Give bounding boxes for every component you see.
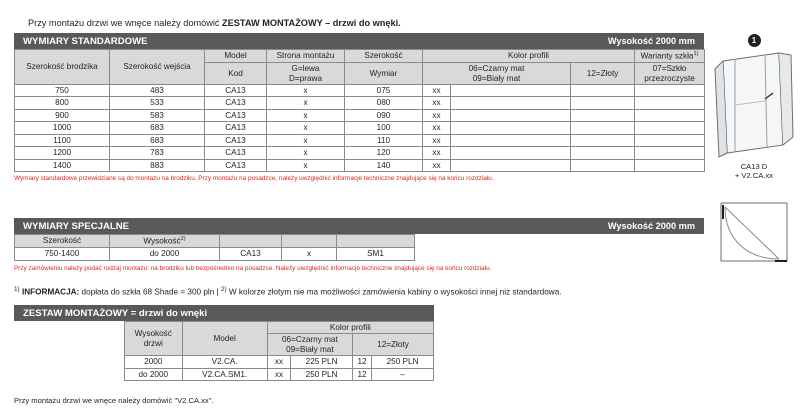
table-row xyxy=(125,356,434,368)
illustration-caption-line1: CA13 D xyxy=(740,162,768,171)
cell-blank-3 xyxy=(635,85,705,97)
th-kolor-06: 06=Czarny mat xyxy=(468,64,525,74)
cell-blank-1 xyxy=(451,97,571,109)
top-note-bold: ZESTAW MONTAŻOWY – drzwi do wnęki. xyxy=(222,18,401,28)
th-strona-legend xyxy=(267,63,345,85)
cell-wysokosc: 2000 xyxy=(125,356,183,368)
table-row xyxy=(15,147,705,159)
cell-xx: xx xyxy=(423,122,451,134)
section-kit-title: ZESTAW MONTAŻOWY = drzwi do wnęki xyxy=(23,307,208,319)
cell-brodzik: 900 xyxy=(15,109,110,121)
cell-model: CA13 xyxy=(205,85,267,97)
cell-brodzik: 1000 xyxy=(15,122,110,134)
info-text-a: dopłata do szkła 68 Shade = 300 pln | xyxy=(79,287,221,297)
cell-xx: xx xyxy=(267,356,290,368)
cell-blank-3 xyxy=(635,122,705,134)
cell-blank-1 xyxy=(451,85,571,97)
th-kolor-06: 06=Czarny mat xyxy=(281,335,338,345)
cell-wymiar: 100 xyxy=(345,122,423,134)
section-special-header xyxy=(14,218,704,234)
cell-wysokosc: do 2000 xyxy=(125,368,183,380)
table-row xyxy=(15,85,705,97)
cell-blank-3 xyxy=(635,97,705,109)
th-kolor-12: 12=Złoty xyxy=(352,334,433,356)
th-empty-model xyxy=(220,235,282,248)
table-row xyxy=(15,134,705,146)
cell-wymiar: 140 xyxy=(345,159,423,171)
th-kolor-mat xyxy=(267,334,352,356)
cell-model: CA13 xyxy=(205,122,267,134)
cell-wymiar: 090 xyxy=(345,109,423,121)
th-wysokosc-drzwi: Wysokość drzwi xyxy=(125,322,183,356)
table-row xyxy=(15,248,415,260)
red-note-special: Przy zamówieniu należy podać rodzaj montażu: na brodziku lub bezpośrednio na posadzce. Należy uwzględnić informacje techniczne znajdujące się na końcu rozdziału. xyxy=(14,264,492,272)
cell-wymiar: 080 xyxy=(345,97,423,109)
cell-price-gold: – xyxy=(372,368,434,380)
cell-xx: xx xyxy=(423,134,451,146)
cell-wejscie: 583 xyxy=(110,109,205,121)
cell-blank-2 xyxy=(571,147,635,159)
top-note xyxy=(28,18,401,28)
section-special-height: Wysokość 2000 mm xyxy=(607,221,695,231)
cell-code-12: 12 xyxy=(352,368,371,380)
cell-model: V2.CA.SM1. xyxy=(182,368,267,380)
top-note-prefix: Przy montażu drzwi we wnęce należy domówić xyxy=(28,18,223,28)
cell-strona: x xyxy=(267,109,345,121)
th-wysokosc xyxy=(110,235,220,248)
cell-strona: x xyxy=(267,147,345,159)
section-standard-dimensions xyxy=(14,33,704,183)
th-warianty-szkla xyxy=(635,50,705,63)
cell-model: CA13 xyxy=(220,248,282,260)
cell-brodzik: 1200 xyxy=(15,147,110,159)
cell-strona: x xyxy=(267,85,345,97)
table-header-row-1 xyxy=(15,50,705,63)
th-model: Model xyxy=(205,50,267,63)
th-warianty-szkla-label: Warianty szkła xyxy=(640,51,694,61)
mounting-kit-table xyxy=(124,321,434,381)
cell-blank-1 xyxy=(451,147,571,159)
cell-strona: x xyxy=(267,97,345,109)
th-kolor-mat xyxy=(423,63,571,85)
cell-wejscie: 483 xyxy=(110,85,205,97)
table-row xyxy=(15,159,705,171)
cell-model: CA13 xyxy=(205,134,267,146)
cell-blank-2 xyxy=(571,109,635,121)
cell-model: CA13 xyxy=(205,159,267,171)
variant-badge: 1 xyxy=(748,34,761,47)
cell-price-mat: 250 PLN xyxy=(291,368,353,380)
th-strona-montazu: Strona montażu xyxy=(267,50,345,63)
cell-brodzik: 800 xyxy=(15,97,110,109)
table-row xyxy=(15,97,705,109)
th-kolor-profili: Kolor profili xyxy=(267,322,433,334)
cell-blank-3 xyxy=(635,109,705,121)
cell-blank-3 xyxy=(635,134,705,146)
table-row xyxy=(15,109,705,121)
illustration-caption xyxy=(712,162,796,181)
cell-xx: xx xyxy=(423,109,451,121)
cell-wejscie: 783 xyxy=(110,147,205,159)
th-wymiar: Wymiar xyxy=(345,63,423,85)
th-kod: Kod xyxy=(205,63,267,85)
door-swing-plan-icon xyxy=(713,195,795,269)
cell-price-gold: 250 PLN xyxy=(372,356,434,368)
cell-blank-3 xyxy=(635,159,705,171)
th-model: Model xyxy=(182,322,267,356)
cell-brodzik: 750 xyxy=(15,85,110,97)
cell-strona: x xyxy=(267,134,345,146)
standard-dimensions-table xyxy=(14,49,705,172)
special-dimensions-table xyxy=(14,234,415,261)
section-standard-title: WYMIARY STANDARDOWE xyxy=(23,35,148,47)
cell-kod: SM1 xyxy=(337,248,415,260)
info-label: INFORMACJA: xyxy=(21,287,80,297)
bottom-note: Przy montażu drzwi we wnęce należy domówić "V2.CA.xx". xyxy=(14,396,214,405)
th-wysokosc-label: Wysokość xyxy=(143,236,181,246)
cell-wejscie: 683 xyxy=(110,134,205,146)
th-strona-legend-right: D=prawa xyxy=(289,73,322,83)
info-text-b: W kolorze złotym nie ma możliwości zamówienia kabiny o wysokości innej niż standardowa. xyxy=(226,287,562,297)
cell-blank-2 xyxy=(571,97,635,109)
cell-strona: x xyxy=(282,248,337,260)
th-szklo-07: 07=Szkło przezroczyste xyxy=(635,63,705,85)
table-header-row xyxy=(15,235,415,248)
th-warianty-szkla-sup: 1) xyxy=(693,51,699,57)
cell-blank-2 xyxy=(571,134,635,146)
th-kolor-12: 12=Złoty xyxy=(571,63,635,85)
cell-strona: x xyxy=(267,159,345,171)
cell-blank-2 xyxy=(571,85,635,97)
shower-door-perspective-icon xyxy=(713,49,795,159)
cell-brodzik: 1100 xyxy=(15,134,110,146)
cell-strona: x xyxy=(267,122,345,134)
th-szerokosc: Szerokość xyxy=(345,50,423,63)
cell-xx: xx xyxy=(423,159,451,171)
th-szerokosc: Szerokość xyxy=(15,235,110,248)
th-kolor-09: 09=Biały mat xyxy=(472,73,521,83)
cell-wejscie: 533 xyxy=(110,97,205,109)
section-kit-header xyxy=(14,305,434,321)
cell-szerokosc: 750-1400 xyxy=(15,248,110,260)
section-standard-height: Wysokość 2000 mm xyxy=(607,36,695,46)
section-standard-header xyxy=(14,33,704,49)
cell-model: CA13 xyxy=(205,97,267,109)
th-wysokosc-sup: 2) xyxy=(180,236,186,242)
section-special-title: WYMIARY SPECJALNE xyxy=(23,220,130,232)
cell-wymiar: 075 xyxy=(345,85,423,97)
cell-brodzik: 1400 xyxy=(15,159,110,171)
cell-wymiar: 120 xyxy=(345,147,423,159)
red-note-standard: Wymiary standardowe przewidziane są do montażu na brodziku. Przy montażu na posadzce, należy uwzględnić informacje techniczne znajdujące się na końcu rozdziału. xyxy=(14,174,494,182)
cell-blank-1 xyxy=(451,122,571,134)
cell-blank-1 xyxy=(451,159,571,171)
cell-wysokosc: do 2000 xyxy=(110,248,220,260)
section-special-dimensions xyxy=(14,218,704,273)
cell-blank-3 xyxy=(635,147,705,159)
th-kolor-profili: Kolor profili xyxy=(423,50,635,63)
cell-xx: xx xyxy=(423,85,451,97)
cell-wejscie: 683 xyxy=(110,122,205,134)
cell-wymiar: 110 xyxy=(345,134,423,146)
cell-wejscie: 883 xyxy=(110,159,205,171)
cell-blank-2 xyxy=(571,122,635,134)
cell-code-12: 12 xyxy=(352,356,371,368)
th-empty-strona xyxy=(282,235,337,248)
info-marker-2: 2) xyxy=(220,286,227,293)
th-wejscie: Szerokość wejścia xyxy=(110,50,205,85)
th-kolor-09: 09=Biały mat xyxy=(286,344,334,354)
illustration-panel xyxy=(712,33,796,269)
section-mounting-kit xyxy=(14,305,434,381)
cell-blank-1 xyxy=(451,109,571,121)
table-header-row-1 xyxy=(125,322,434,334)
info-marker-1: 1) xyxy=(14,286,20,293)
table-row xyxy=(15,122,705,134)
cell-xx: xx xyxy=(423,147,451,159)
illustration-caption-line2: + V2.CA.xx xyxy=(734,171,774,181)
information-line xyxy=(14,286,794,297)
th-strona-legend-left: G=lewa xyxy=(291,64,320,74)
cell-price-mat: 225 PLN xyxy=(291,356,353,368)
cell-model: CA13 xyxy=(205,109,267,121)
cell-model: CA13 xyxy=(205,147,267,159)
table-row xyxy=(125,368,434,380)
cell-blank-1 xyxy=(451,134,571,146)
th-empty-kod xyxy=(337,235,415,248)
th-brodzik: Szerokość brodzika xyxy=(15,50,110,85)
cell-xx: xx xyxy=(267,368,290,380)
cell-xx: xx xyxy=(423,97,451,109)
cell-blank-2 xyxy=(571,159,635,171)
cell-model: V2.CA. xyxy=(182,356,267,368)
